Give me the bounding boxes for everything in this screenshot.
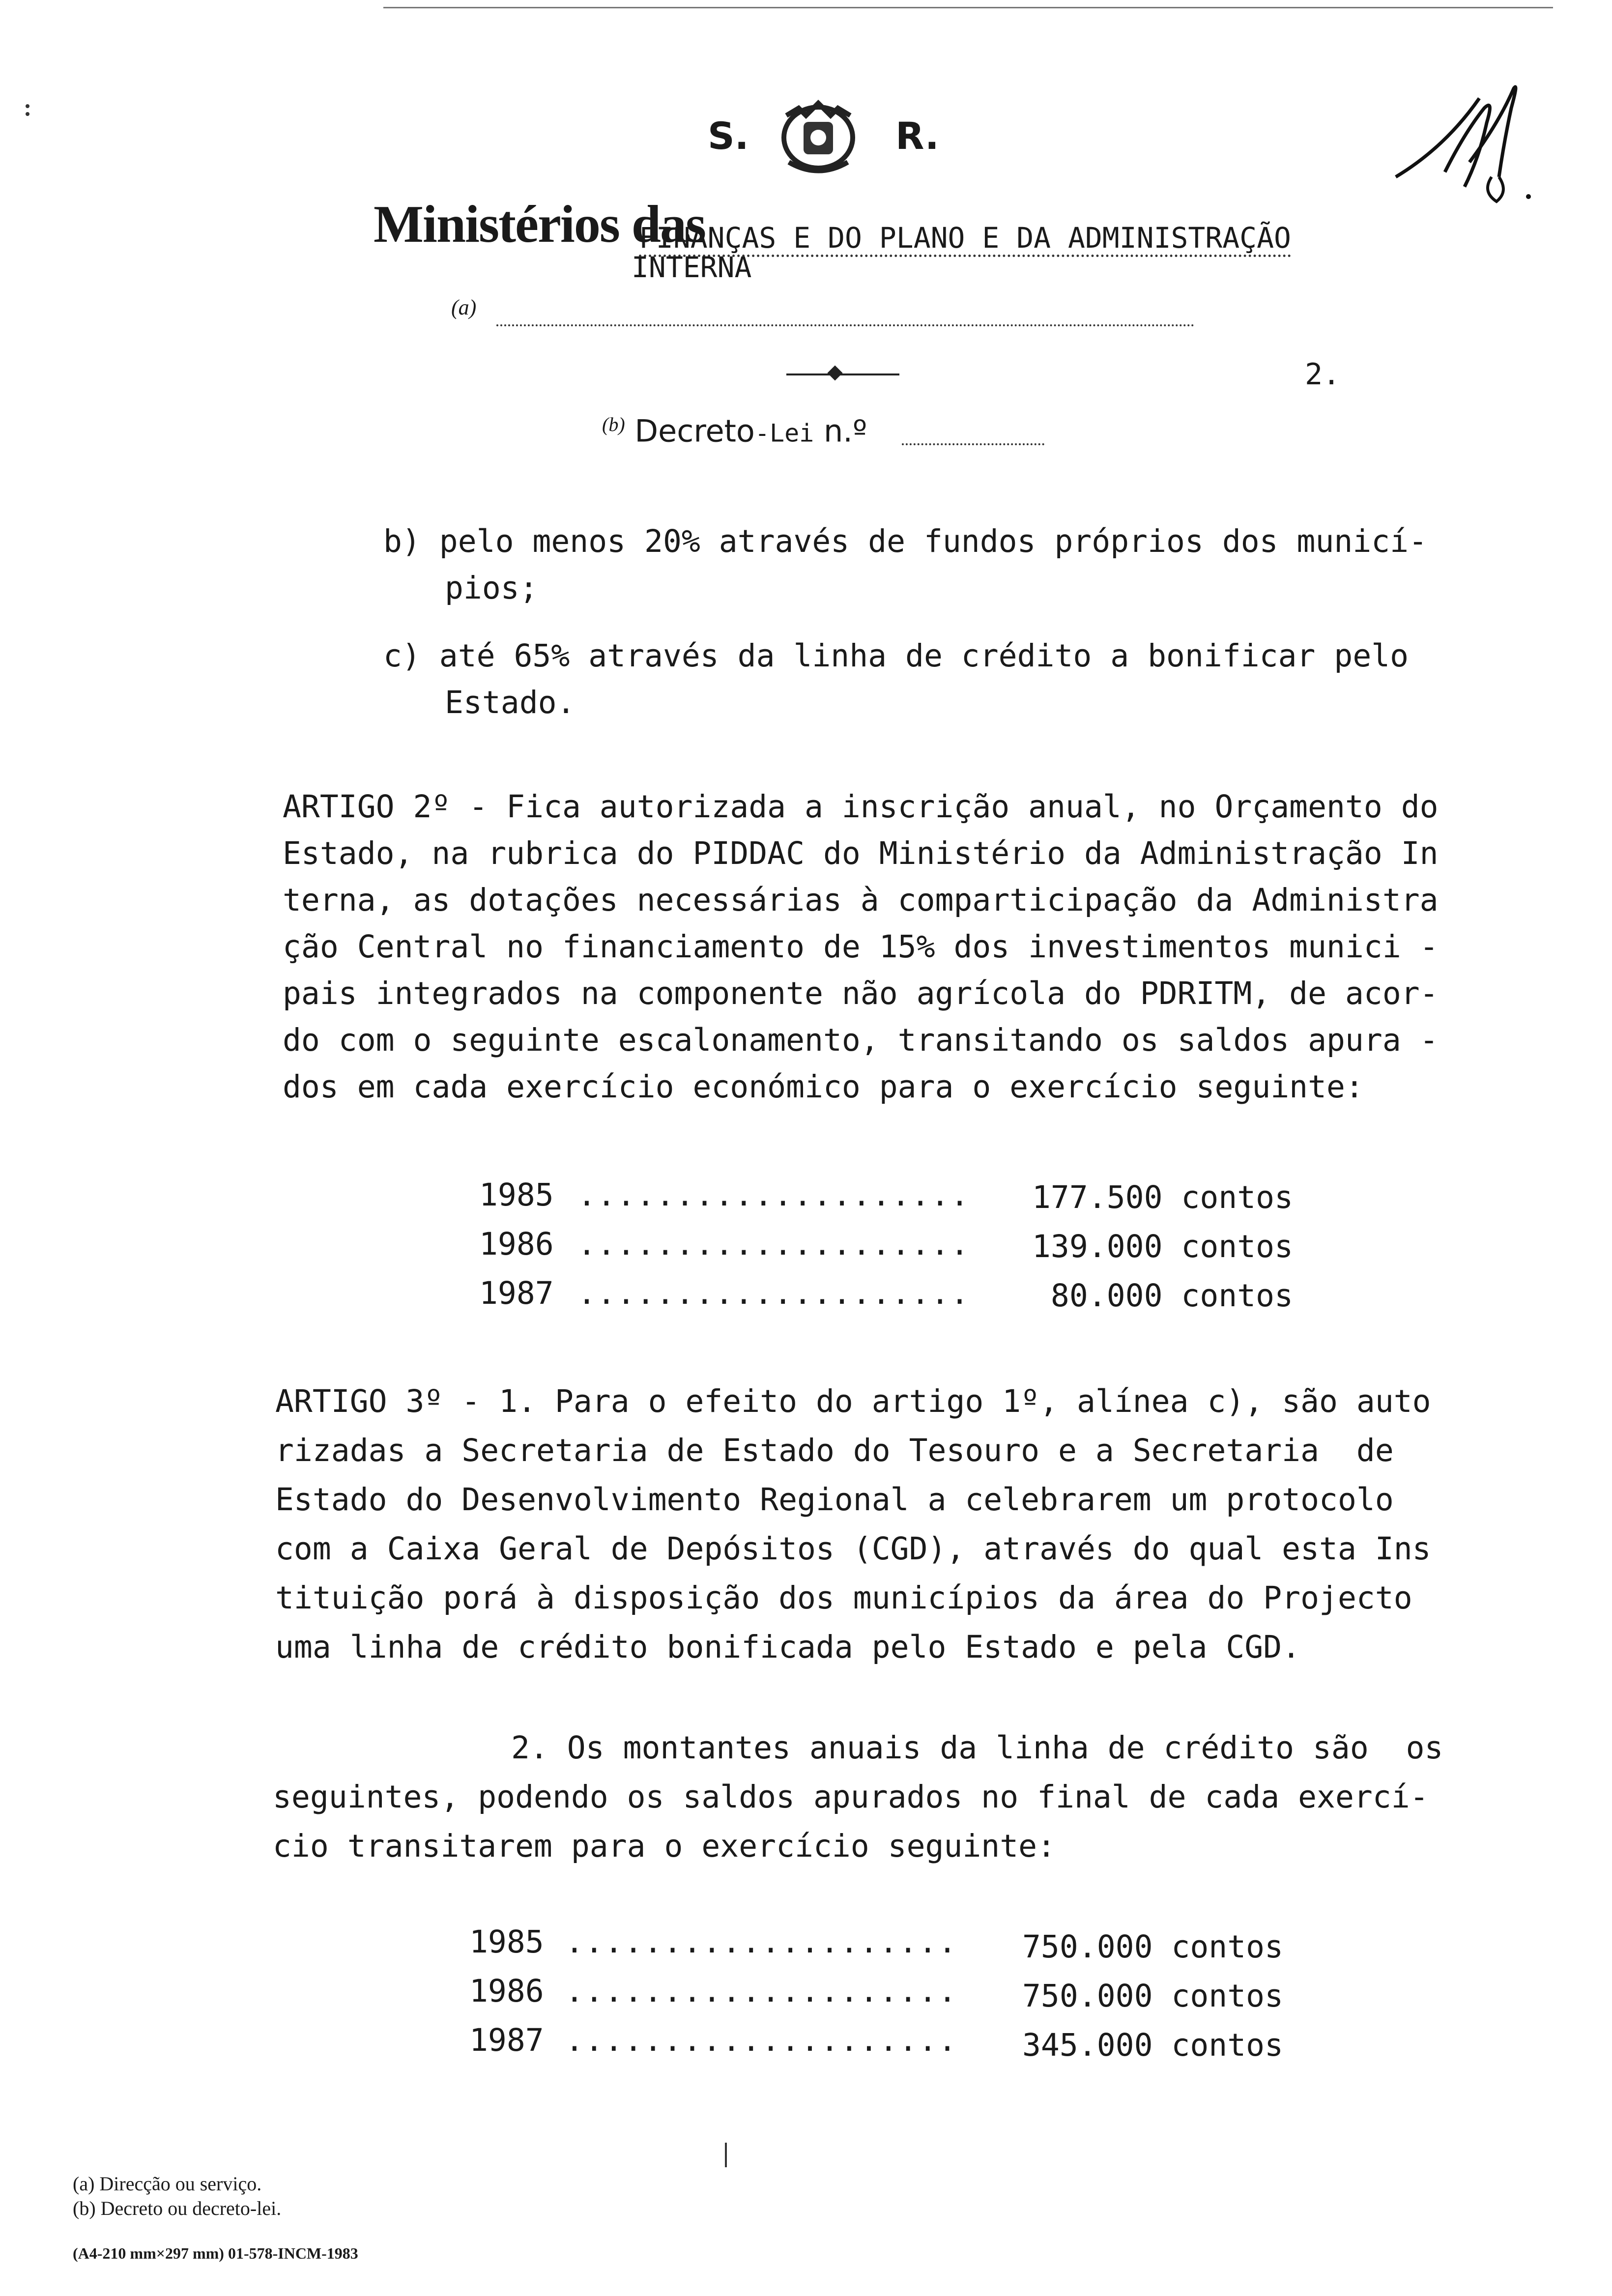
decreto-b-marker: (b) [602, 413, 625, 435]
art3-line1: ARTIGO 3º - 1. Para o efeito do artigo 1º, alínea c), são auto [275, 1383, 1431, 1419]
table1-value-1985: 177.500 contos [1032, 1179, 1294, 1215]
handwritten-signature [1386, 79, 1533, 226]
field-a-label: (a) [451, 295, 477, 319]
table2-value-1986: 750.000 contos [1022, 1978, 1284, 2014]
footnote-b: (b) Decreto ou decreto-lei. [73, 2197, 282, 2219]
art2-line2: Estado, na rubrica do PIDDAC do Ministério da Administração In [283, 835, 1439, 871]
table2-year-1987: 1987 [469, 2022, 544, 2058]
art3-line6: uma linha de crédito bonificada pelo Estado e pela CGD. [275, 1629, 1301, 1665]
table1-dots-1986: .................... [577, 1226, 970, 1262]
table1-year-1986: 1986 [479, 1226, 554, 1262]
art3-line3: Estado do Desenvolvimento Regional a celebrarem um protocolo [275, 1482, 1394, 1518]
item-c-line1: c) até 65% através da linha de crédito a bonificar pelo [383, 638, 1409, 674]
art2-line1: ARTIGO 2º - Fica autorizada a inscrição anual, no Orçamento do [283, 789, 1439, 825]
table2-year-1986: 1986 [469, 1973, 544, 2009]
header-r-letter: R. [895, 114, 939, 158]
ministry-name-line2: INTERNA [632, 251, 752, 284]
stray-mark [26, 104, 29, 108]
art2-line5: pais integrados na componente não agrícola do PDRITM, de acor- [283, 976, 1439, 1011]
table2-dots-1985: .................... [565, 1924, 958, 1960]
top-rule [383, 7, 1553, 8]
art3-2-line1: 2. Os montantes anuais da linha de crédito são os [511, 1730, 1443, 1766]
art3-line4: com a Caixa Geral de Depósitos (CGD), através do qual esta Ins [275, 1531, 1431, 1567]
item-b-line1: b) pelo menos 20% através de fundos próprios dos municí- [383, 523, 1428, 559]
ministry-name-line1: FINANÇAS E DO PLANO E DA ADMINISTRAÇÃO [639, 221, 1291, 257]
art2-line7: dos em cada exercício económico para o exercício seguinte: [283, 1069, 1364, 1105]
table2-dots-1986: .................... [565, 1973, 958, 2009]
stray-mark [26, 112, 29, 116]
table1-value-1987: 80.000 contos [1032, 1278, 1294, 1314]
table2-year-1985: 1985 [469, 1924, 544, 1960]
item-c-line2: Estado. [445, 685, 576, 720]
form-code: (A4-210 mm×297 mm) 01-578-INCM-1983 [73, 2244, 358, 2262]
art3-2-line2: seguintes, podendo os saldos apurados no final de cada exercí- [273, 1779, 1429, 1815]
stray-mark [725, 2143, 727, 2167]
decreto-lei: -Lei [754, 419, 814, 448]
table1-value-1986: 139.000 contos [1032, 1229, 1294, 1264]
footnote-a: (a) Direcção ou serviço. [73, 2173, 262, 2195]
page-number: 2. [1305, 357, 1341, 392]
table1-year-1987: 1987 [479, 1275, 554, 1311]
decreto-number-label: n.º [824, 413, 867, 449]
table1-dots-1985: .................... [577, 1177, 970, 1213]
art3-2-line3: cio transitarem para o exercício seguinte: [273, 1828, 1056, 1864]
divider-diamond-icon [827, 365, 842, 380]
art2-line3: terna, as dotações necessárias à comparticipação da Administra [283, 882, 1439, 918]
decreto-word: Decreto [634, 413, 755, 449]
table1-dots-1987: .................... [577, 1275, 970, 1311]
decreto-dotted-line [902, 443, 1044, 445]
art2-line6: do com o seguinte escalonamento, transitando os saldos apura - [283, 1022, 1439, 1058]
ministry-label: Ministérios das [374, 195, 706, 254]
field-a-dotted-line [496, 324, 1194, 326]
table2-dots-1987: .................... [565, 2022, 958, 2058]
table2-value-1985: 750.000 contos [1022, 1929, 1284, 1965]
table1-year-1985: 1985 [479, 1177, 554, 1213]
header-s-letter: S. [708, 114, 749, 158]
art3-line2: rizadas a Secretaria de Estado do Tesouro e a Secretaria de [275, 1433, 1394, 1468]
table2-value-1987: 345.000 contos [1022, 2027, 1284, 2063]
header-divider [786, 373, 899, 375]
art2-line4: ção Central no financiamento de 15% dos investimentos munici - [283, 929, 1439, 965]
item-b-line2: pios; [445, 570, 538, 606]
coat-of-arms-seal [777, 98, 860, 177]
decreto-label [602, 413, 867, 449]
art3-line5: tituição porá à disposição dos municípios da área do Projecto [275, 1580, 1412, 1616]
